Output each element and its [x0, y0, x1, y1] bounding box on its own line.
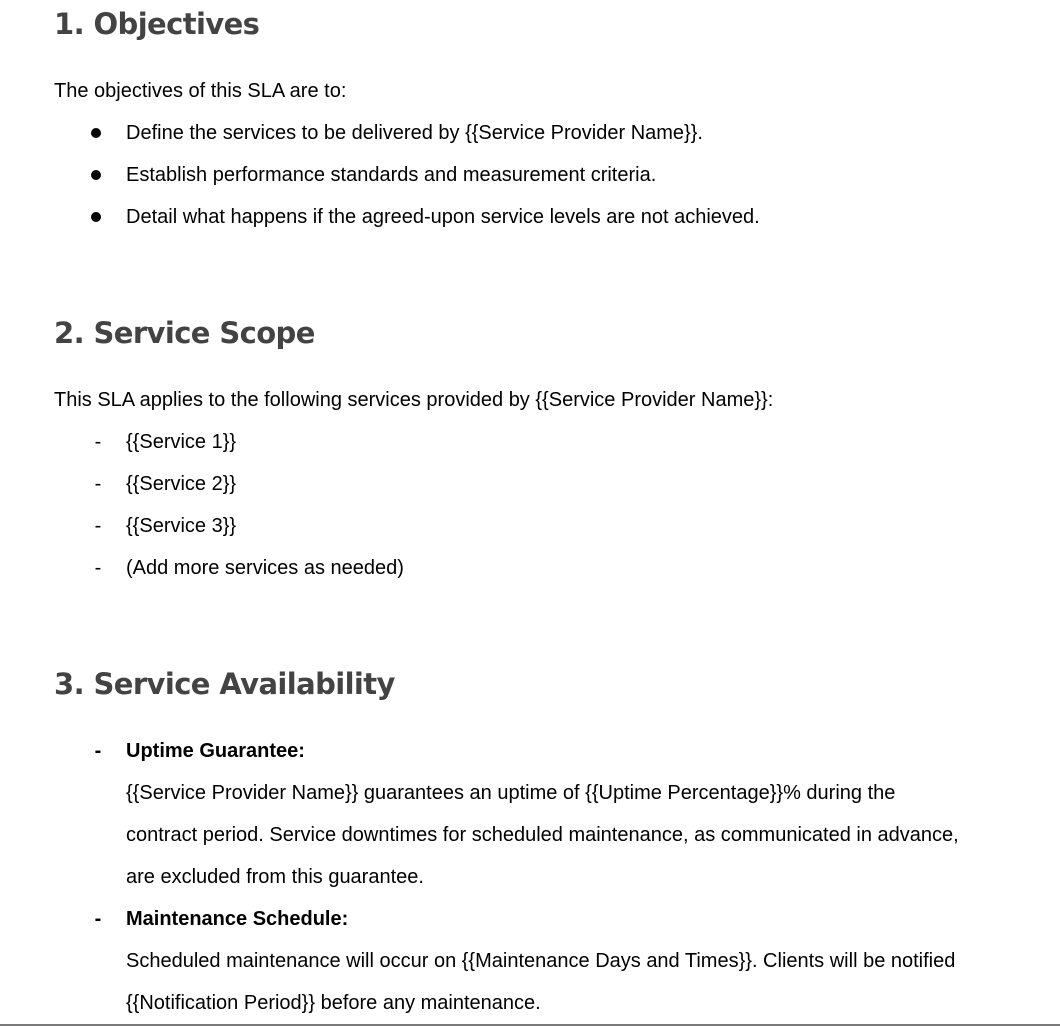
list-dash: -: [94, 515, 102, 537]
service-item: {{Service 3}}: [126, 515, 237, 537]
bullet-dot: [91, 128, 101, 138]
objectives-intro: The objectives of this SLA are to:: [54, 80, 347, 102]
maintenance-text-line: {{Notification Period}} before any maintenance.: [126, 992, 541, 1014]
list-dash: -: [94, 740, 102, 762]
scope-intro: This SLA applies to the following services provided by {{Service Provider Name}}:: [54, 389, 774, 411]
service-item: {{Service 1}}: [126, 431, 237, 453]
scope-heading: 2. Service Scope: [54, 316, 315, 350]
uptime-text-line: {{Service Provider Name}} guarantees an uptime of {{Uptime Percentage}}% during the: [126, 782, 896, 804]
objectives-heading: 1. Objectives: [54, 7, 260, 41]
bullet-dot: [91, 212, 101, 222]
uptime-text-line: contract period. Service downtimes for scheduled maintenance, as communicated in advance,: [126, 824, 959, 846]
list-dash: -: [94, 908, 102, 930]
list-dash: -: [94, 431, 102, 453]
availability-heading: 3. Service Availability: [54, 667, 395, 701]
bullet-dot: [91, 170, 101, 180]
list-dash: -: [94, 473, 102, 495]
objective-item: Detail what happens if the agreed-upon service levels are not achieved.: [126, 206, 760, 228]
uptime-label: Uptime Guarantee:: [126, 740, 305, 762]
objective-item: Establish performance standards and measurement criteria.: [126, 164, 657, 186]
list-dash: -: [94, 557, 102, 579]
maintenance-label: Maintenance Schedule:: [126, 908, 349, 930]
uptime-text-line: are excluded from this guarantee.: [126, 866, 424, 888]
maintenance-text-line: Scheduled maintenance will occur on {{Maintenance Days and Times}}. Clients will be notified: [126, 950, 956, 972]
objective-item: Define the services to be delivered by {{Service Provider Name}}.: [126, 122, 703, 144]
service-item: {{Service 2}}: [126, 473, 237, 495]
service-item: (Add more services as needed): [126, 557, 404, 579]
